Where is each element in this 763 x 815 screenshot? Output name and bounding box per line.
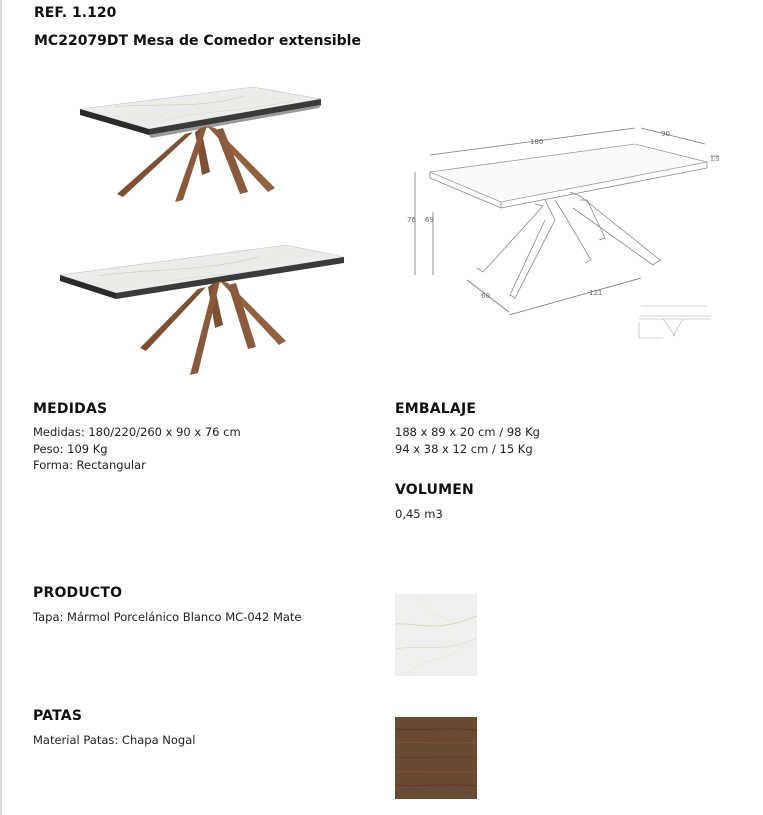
marble-swatch [395, 594, 477, 676]
embalaje-package-1: 188 x 89 x 20 cm / 98 Kg [395, 425, 540, 439]
dim-length: 180 [530, 138, 544, 146]
product-reference: REF. 1.120 [34, 5, 117, 21]
dim-leg-depth: 60 [481, 292, 490, 300]
table-technical-drawing [405, 120, 725, 320]
walnut-swatch [395, 717, 477, 799]
page-left-border [0, 0, 2, 815]
medidas-list [33, 424, 241, 474]
patas-text: Material Patas: Chapa Nogal [33, 733, 196, 747]
dim-leg-span: 121 [589, 289, 603, 297]
dim-height-total: 76 [407, 216, 416, 224]
embalaje-heading: EMBALAJE [395, 401, 477, 417]
dim-height-under: 69 [425, 216, 434, 224]
volumen-value: 0,45 m3 [395, 507, 443, 521]
table-photo-extended [58, 243, 348, 378]
extension-thumbnail-diagram [633, 302, 715, 342]
volumen-heading: VOLUMEN [395, 482, 474, 498]
dim-width: 90 [661, 130, 670, 138]
patas-heading: PATAS [33, 708, 83, 724]
producto-heading: PRODUCTO [33, 585, 123, 601]
embalaje-package-2: 94 x 38 x 12 cm / 15 Kg [395, 441, 533, 456]
medidas-heading: MEDIDAS [33, 401, 108, 417]
table-photo-closed [75, 82, 330, 232]
dim-thickness: 1,5 [710, 156, 720, 163]
product-title: MC22079DT Mesa de Comedor extensible [34, 33, 361, 49]
medidas-shape: Forma: Rectangular [33, 458, 146, 472]
producto-text: Tapa: Mármol Porcelánico Blanco MC-042 Mate [33, 610, 302, 624]
embalaje-list [395, 424, 540, 457]
medidas-weight: Peso: 109 Kg [33, 441, 108, 456]
medidas-dimensions: Medidas: 180/220/260 x 90 x 76 cm [33, 425, 241, 439]
